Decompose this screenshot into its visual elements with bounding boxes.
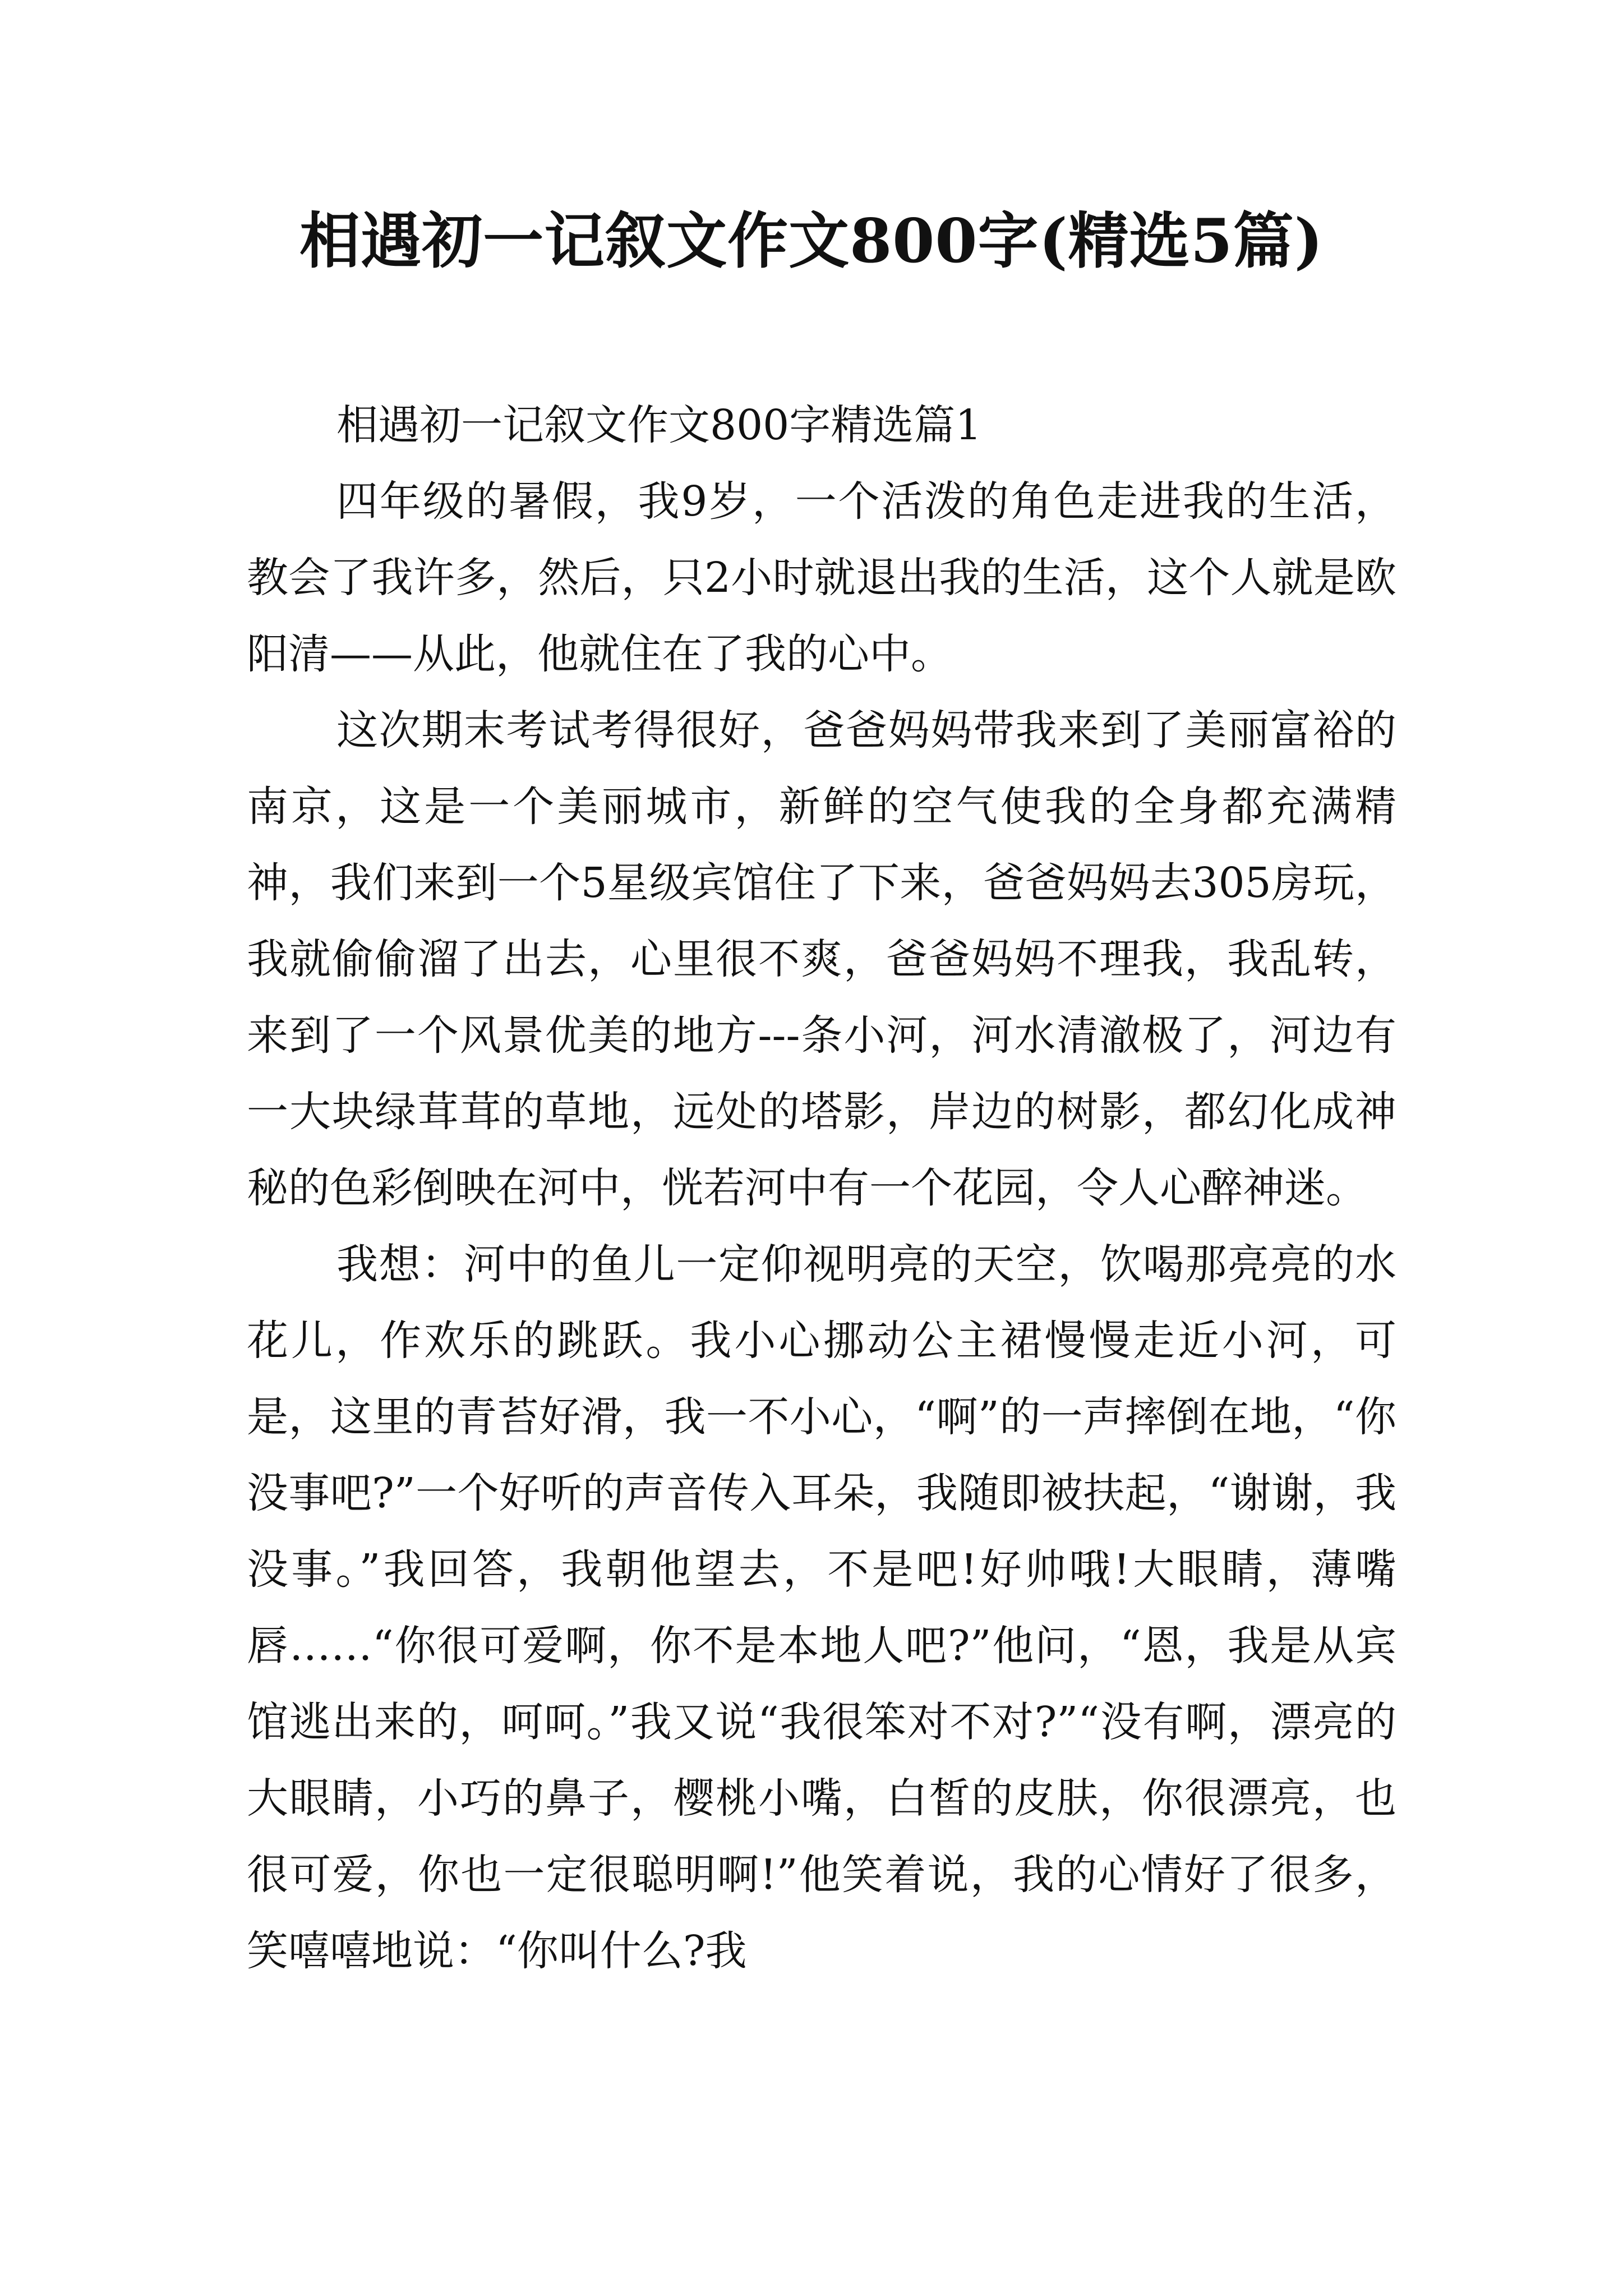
paragraph-2: 这次期末考试考得很好，爸爸妈妈带我来到了美丽富裕的南京，这是一个美丽城市，新鲜的空气使我的全身都充满精神，我们来到一个5星级宾馆住了下来，爸爸妈妈去305房玩，我就偷偷溜了出去，心里很不爽，爸爸妈妈不理我，我乱转，来到了一个风景优美的地方---条小河，河水清澈极了，河边有一大块绿茸茸的草地，远处的塔影，岸边的树影，都幻化成神秘的色彩倒映在河中，恍若河中有一个花园，令人心醉神迷。 xyxy=(247,706,1396,1212)
document-title: 相遇初一记叙文作文800字(精选5篇) xyxy=(299,206,1324,277)
paragraph-1: 四年级的暑假，我9岁，一个活泼的角色走进我的生活，教会了我许多，然后，只2小时就退出我的生活，这个人就是欧阳清——从此，他就住在了我的心中。 xyxy=(247,477,1396,678)
section-heading: 相遇初一记叙文作文800字精选篇1 xyxy=(336,401,982,449)
document-body xyxy=(247,387,1396,1989)
paragraph-3: 我想：河中的鱼儿一定仰视明亮的天空，饮喝那亮亮的水花儿，作欢乐的跳跃。我小心挪动公主裙慢慢走近小河，可是，这里的青苔好滑，我一不小心，“啊”的一声摔倒在地，“你没事吧?”一个好听的声音传入耳朵，我随即被扶起，“谢谢，我没事。”我回答，我朝他望去，不是吧!好帅哦!大眼睛，薄嘴唇……“你很可爱啊，你不是本地人吧?”他问，“恩，我是从宾馆逃出来的，呵呵。”我又说“我很笨对不对?”“没有啊，漂亮的大眼睛，小巧的鼻子，樱桃小嘴，白皙的皮肤，你很漂亮，也很可爱，你也一定很聪明啊!”他笑着说，我的心情好了很多，笑嘻嘻地说：“你叫什么?我 xyxy=(247,1240,1396,1975)
